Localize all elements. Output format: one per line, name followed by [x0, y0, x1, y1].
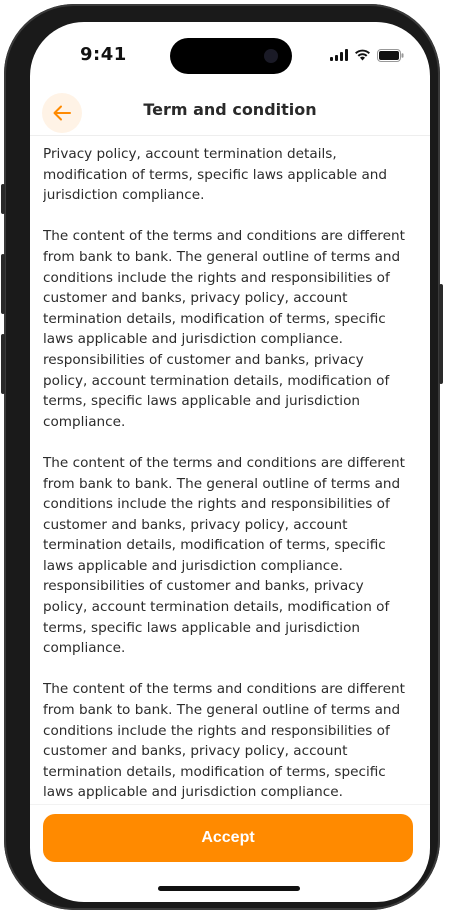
screen: [30, 22, 430, 902]
volume-down-button: [1, 334, 5, 394]
terms-paragraph: The content of the terms and conditions are different from bank to bank. The general outline of terms and conditions include the rights and responsibilities of customer and banks, privacy policy, account termination details, modification of terms, specific laws applicable and jurisdiction compliance.: [43, 681, 405, 801]
status-bar: [30, 22, 430, 82]
terms-content[interactable]: [43, 144, 411, 804]
action-button: [1, 184, 5, 214]
header-divider: [30, 135, 430, 136]
status-time: 9:41: [80, 44, 127, 65]
camera-icon: [264, 49, 278, 63]
dynamic-island: [170, 38, 292, 74]
terms-paragraph: Privacy policy, account termination details, modification of terms, specific laws applicable and jurisdiction compliance.: [43, 146, 388, 204]
accept-button[interactable]: Accept: [43, 814, 413, 862]
home-indicator[interactable]: [158, 886, 300, 891]
app-header: [30, 92, 430, 134]
signal-icon: [330, 49, 348, 61]
terms-paragraph: The content of the terms and conditions are different from bank to bank. The general outline of terms and conditions include the rights and responsibilities of customer and banks, privacy policy, account termination details, modification of terms, specific laws applicable and jurisdiction compliance. responsibilities of customer and banks, privacy policy, account termination details, modification of terms, specific laws applicable and jurisdiction compliance.: [43, 454, 405, 657]
terms-paragraph: The content of the terms and conditions are different from bank to bank. The general outline of terms and conditions include the rights and responsibilities of customer and banks, privacy policy, account termination details, modification of terms, specific laws applicable and jurisdiction compliance. responsibilities of customer and banks, privacy policy, account termination details, modification of terms, specific laws applicable and jurisdiction compliance.: [43, 228, 405, 430]
wifi-icon: [354, 49, 371, 61]
phone-frame: [4, 4, 440, 910]
volume-up-button: [1, 254, 5, 314]
status-icons: [330, 48, 404, 62]
footer-divider: [30, 804, 430, 805]
power-button: [439, 284, 443, 384]
battery-icon: [377, 49, 404, 62]
page-title: Term and condition: [143, 100, 317, 119]
